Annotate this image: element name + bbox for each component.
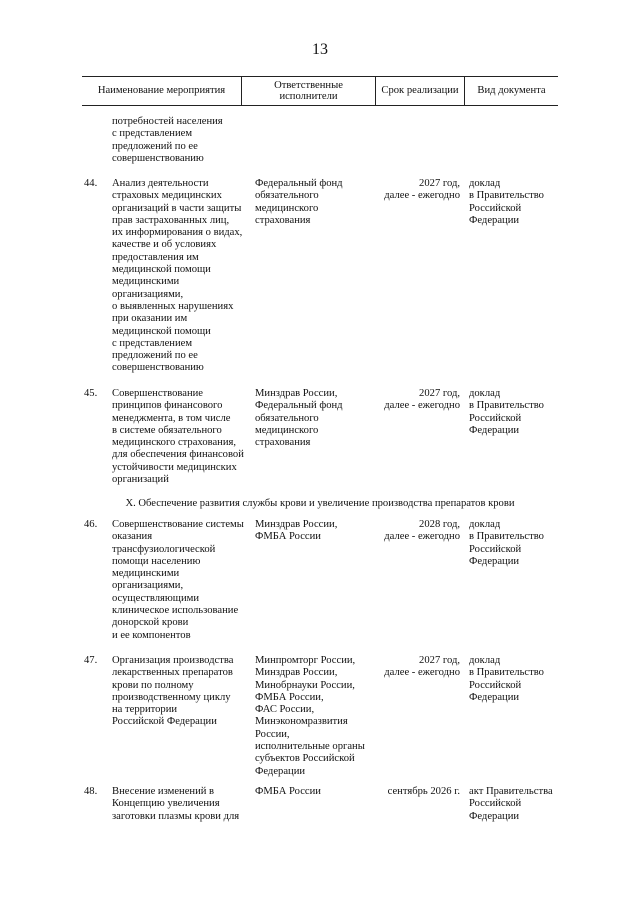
text-line: медицинского страхования, [112, 437, 237, 449]
text-line: медицинскими [112, 568, 180, 580]
text-line: доклад [469, 655, 501, 666]
text-line: Минздрав России, [255, 667, 338, 679]
text-line: в Правительство [469, 190, 544, 202]
text-line: доклад [469, 178, 501, 189]
row-responsible [255, 786, 321, 798]
text-line: 2027 год, [419, 655, 460, 666]
text-line: акт Правительства [469, 786, 553, 797]
text-line: Федерации [469, 555, 520, 567]
row-responsible [255, 388, 343, 449]
text-line: 2028 год, [419, 519, 460, 530]
text-line: совершенствованию [112, 152, 204, 164]
text-line: обязательного [255, 412, 319, 424]
row-term [374, 786, 460, 798]
text-line: Федерации [469, 691, 520, 703]
row-name [112, 655, 233, 729]
row-number: 45. [84, 388, 98, 399]
text-line: доклад [469, 519, 501, 530]
text-line: при оказании им [112, 313, 188, 325]
text-line: Концепцию увеличения [112, 798, 220, 810]
text-line: на территории [112, 704, 178, 716]
text-line: заготовки плазмы крови для [112, 810, 240, 822]
header-responsible [242, 77, 375, 105]
text-line: далее - ежегодно [384, 531, 460, 543]
text-line: Российской [469, 202, 522, 214]
row-name [112, 519, 244, 642]
text-line: медицинской помощи [112, 325, 211, 337]
text-line: Российской [469, 543, 522, 555]
page-number: 13 [312, 41, 328, 58]
continuation-name [112, 116, 223, 165]
header-responsible-line: Ответственные [274, 79, 343, 91]
text-line: ФМБА России [255, 531, 321, 543]
text-line: Организация производства [112, 655, 234, 666]
row-name [112, 786, 239, 823]
text-line: в Правительство [469, 531, 544, 543]
row-term [374, 178, 460, 203]
text-line: сентябрь 2026 г. [387, 786, 460, 797]
text-line: предложений по ее [112, 350, 198, 362]
row-term [374, 388, 460, 413]
text-line: совершенствованию [112, 362, 204, 374]
text-line: медицинского [255, 424, 319, 436]
text-line: Федерации [469, 424, 520, 436]
row-responsible [255, 178, 343, 227]
text-line: помощи населению [112, 555, 201, 567]
header-name: Наименование мероприятия [97, 85, 226, 97]
text-line: страховых медицинских [112, 190, 222, 202]
text-line: организациями, [112, 580, 184, 592]
text-line: организациями, [112, 288, 184, 300]
text-line: Внесение изменений в [112, 786, 215, 797]
text-line: доклад [469, 388, 501, 399]
row-document [469, 388, 544, 437]
text-line: клиническое использование [112, 605, 239, 617]
text-line: обязательного [255, 190, 319, 202]
text-line: принципов финансового [112, 400, 223, 412]
text-line: далее - ежегодно [384, 400, 460, 412]
text-line: далее - ежегодно [384, 190, 460, 202]
text-line: и ее компонентов [112, 629, 191, 641]
text-line: предложений по ее [112, 140, 198, 152]
text-line: ФМБА России [255, 786, 321, 797]
text-line: лекарственных препаратов [112, 667, 233, 679]
text-line: Минздрав России, [255, 519, 338, 530]
row-number: 46. [84, 519, 98, 530]
text-line: Совершенствование [112, 388, 203, 399]
text-line: донорской крови [112, 617, 189, 629]
text-line: Минэкономразвития [255, 716, 348, 728]
text-line: Российской [469, 798, 522, 810]
header-responsible-line: исполнители [279, 91, 338, 102]
text-line: качестве и об условиях [112, 239, 217, 251]
row-term [374, 519, 460, 544]
text-line: потребностей населения [112, 116, 223, 127]
text-line: в Правительство [469, 400, 544, 412]
text-line: страхования [255, 437, 311, 449]
text-line: Минздрав России, [255, 388, 338, 399]
text-line: ФМБА России, [255, 691, 324, 703]
text-line: производственному циклу [112, 691, 231, 703]
text-line: осуществляющими [112, 592, 200, 604]
text-line: их информирования о видах, [112, 227, 243, 239]
text-line: 2027 год, [419, 178, 460, 189]
row-number: 47. [84, 655, 98, 666]
text-line: организаций [112, 474, 169, 486]
text-line: Федеральный фонд [255, 178, 343, 189]
text-line: устойчивости медицинских [112, 461, 237, 473]
row-responsible [255, 519, 337, 544]
table-header [82, 76, 558, 106]
text-line: 2027 год, [419, 388, 460, 399]
row-name [112, 178, 242, 375]
text-line: с представлением [112, 128, 193, 140]
text-line: в Правительство [469, 667, 544, 679]
header-document: Вид документа [477, 85, 546, 97]
row-term [374, 655, 460, 680]
text-line: страхования [255, 214, 311, 226]
text-line: России, [255, 728, 290, 740]
text-line: с представлением [112, 337, 193, 349]
text-line: медицинской помощи [112, 264, 211, 276]
text-line: ФАС России, [255, 704, 315, 716]
text-line: прав застрахованных лиц, [112, 214, 230, 226]
text-line: оказания [112, 531, 153, 543]
row-number: 48. [84, 786, 98, 797]
text-line: медицинского [255, 202, 319, 214]
row-document [469, 178, 544, 227]
text-line: Минобрнауки России, [255, 679, 355, 691]
row-number: 44. [84, 178, 98, 189]
text-line: субъектов Российской [255, 753, 355, 765]
row-name [112, 388, 244, 486]
text-line: предоставления им [112, 251, 199, 263]
text-line: Российской [469, 412, 522, 424]
row-document [469, 786, 553, 823]
text-line: для обеспечения финансовой [112, 449, 244, 461]
text-line: в системе обязательного [112, 424, 222, 436]
text-line: крови по полному [112, 679, 194, 691]
text-line: исполнительные органы [255, 741, 365, 753]
row-document [469, 655, 544, 704]
text-line: Российской [469, 679, 522, 691]
text-line: менеджмента, в том числе [112, 412, 231, 424]
text-line: Минпромторг России, [255, 655, 356, 666]
text-line: Федерации [469, 214, 520, 226]
text-line: Федерации [469, 810, 520, 822]
row-document [469, 519, 544, 568]
text-line: Федеральный фонд [255, 400, 343, 412]
text-line: Анализ деятельности [112, 178, 209, 189]
text-line: медицинскими [112, 276, 180, 288]
text-line: Федерации [255, 765, 306, 777]
header-term: Срок реализации [381, 85, 459, 97]
text-line: трансфузиологической [112, 543, 216, 555]
text-line: Российской Федерации [112, 716, 217, 728]
text-line: организаций в части защиты [112, 202, 242, 214]
text-line: далее - ежегодно [384, 667, 460, 679]
section-title: X. Обеспечение развития службы крови и увеличение производства препаратов крови [125, 498, 515, 509]
text-line: о выявленных нарушениях [112, 300, 234, 312]
row-responsible [255, 655, 365, 778]
text-line: Совершенствование системы [112, 519, 244, 530]
